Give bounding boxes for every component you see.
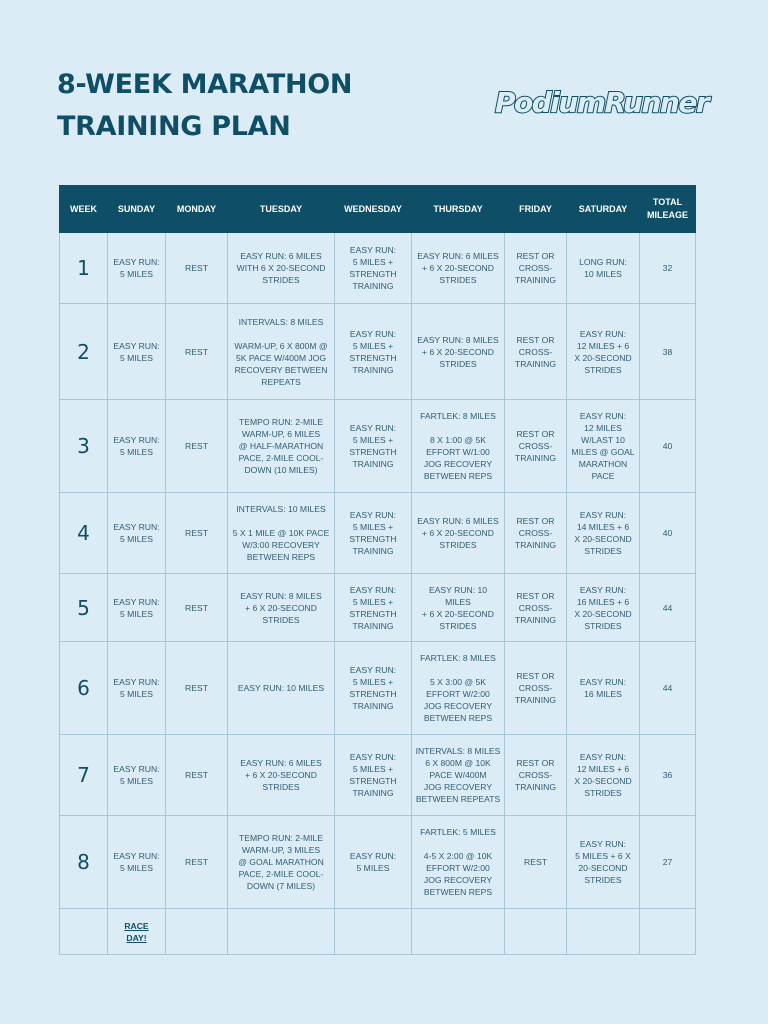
thursday-cell: INTERVALS: 8 MILES 6 X 800M @ 10K PACE W/400M JOG RECOVERY BETWEEN REPEATS	[412, 735, 505, 816]
friday-cell: REST OR CROSS- TRAINING	[505, 493, 567, 574]
tuesday-cell: TEMPO RUN: 2-MILE WARM-UP, 3 MILES @ GOAL MARATHON PACE, 2-MILE COOL- DOWN (7 MILES)	[228, 816, 335, 909]
thursday-cell: EASY RUN: 8 MILES + 6 X 20-SECOND STRIDES	[412, 304, 505, 400]
sunday-cell: EASY RUN: 5 MILES	[108, 642, 166, 735]
title-line-1: 8-WEEK MARATHON	[57, 69, 353, 100]
total-mileage-cell: 36	[640, 735, 696, 816]
week-number: 5	[60, 574, 108, 642]
tuesday-cell: INTERVALS: 10 MILES 5 X 1 MILE @ 10K PACE W/3:00 RECOVERY BETWEEN REPS	[228, 493, 335, 574]
header-total-mileage: TOTAL MILEAGE	[640, 186, 696, 233]
table-row	[60, 574, 696, 642]
saturday-cell: EASY RUN: 14 MILES + 6 X 20-SECOND STRIDES	[567, 493, 640, 574]
friday-cell: REST OR CROSS- TRAINING	[505, 642, 567, 735]
monday-cell: REST	[166, 400, 228, 493]
monday-cell: REST	[166, 493, 228, 574]
thursday-cell: EASY RUN: 6 MILES + 6 X 20-SECOND STRIDES	[412, 233, 505, 304]
table-row	[60, 400, 696, 493]
saturday-cell: LONG RUN: 10 MILES	[567, 233, 640, 304]
thursday-cell	[412, 909, 505, 955]
header-friday: FRIDAY	[505, 186, 567, 233]
thursday-cell: EASY RUN: 10 MILES + 6 X 20-SECOND STRIDES	[412, 574, 505, 642]
monday-cell: REST	[166, 233, 228, 304]
sunday-cell: EASY RUN: 5 MILES	[108, 400, 166, 493]
monday-cell: REST	[166, 304, 228, 400]
wednesday-cell: EASY RUN: 5 MILES + STRENGTH TRAINING	[335, 400, 412, 493]
total-mileage-cell: 40	[640, 493, 696, 574]
header-thursday: THURSDAY	[412, 186, 505, 233]
total-mileage-cell: 38	[640, 304, 696, 400]
monday-cell	[166, 909, 228, 955]
week-number: 3	[60, 400, 108, 493]
wednesday-cell: EASY RUN: 5 MILES + STRENGTH TRAINING	[335, 493, 412, 574]
saturday-cell: EASY RUN: 16 MILES	[567, 642, 640, 735]
header-saturday: SATURDAY	[567, 186, 640, 233]
saturday-cell: EASY RUN: 12 MILES W/LAST 10 MILES @ GOAL MARATHON PACE	[567, 400, 640, 493]
saturday-cell: EASY RUN: 12 MILES + 6 X 20-SECOND STRIDES	[567, 304, 640, 400]
monday-cell: REST	[166, 816, 228, 909]
total-mileage-cell: 44	[640, 574, 696, 642]
week-number: 1	[60, 233, 108, 304]
friday-cell: REST OR CROSS- TRAINING	[505, 574, 567, 642]
saturday-cell: EASY RUN: 12 MILES + 6 X 20-SECOND STRIDES	[567, 735, 640, 816]
tuesday-cell	[228, 909, 335, 955]
header-week: WEEK	[60, 186, 108, 233]
thursday-cell: FARTLEK: 5 MILES 4-5 X 2:00 @ 10K EFFORT W/2:00 JOG RECOVERY BETWEEN REPS	[412, 816, 505, 909]
table-row	[60, 735, 696, 816]
week-number: 8	[60, 816, 108, 909]
sunday-cell	[108, 909, 166, 955]
table-row	[60, 233, 696, 304]
tuesday-cell: EASY RUN: 8 MILES + 6 X 20-SECOND STRIDES	[228, 574, 335, 642]
table-row	[60, 909, 696, 955]
sunday-cell: EASY RUN: 5 MILES	[108, 493, 166, 574]
header-tuesday: TUESDAY	[228, 186, 335, 233]
sunday-cell: EASY RUN: 5 MILES	[108, 735, 166, 816]
sunday-cell: EASY RUN: 5 MILES	[108, 304, 166, 400]
saturday-cell: EASY RUN: 5 MILES + 6 X 20-SECOND STRIDES	[567, 816, 640, 909]
friday-cell: REST OR CROSS- TRAINING	[505, 304, 567, 400]
friday-cell	[505, 909, 567, 955]
wednesday-cell: EASY RUN: 5 MILES + STRENGTH TRAINING	[335, 642, 412, 735]
sunday-cell: EASY RUN: 5 MILES	[108, 233, 166, 304]
tuesday-cell: EASY RUN: 10 MILES	[228, 642, 335, 735]
sunday-cell: EASY RUN: 5 MILES	[108, 816, 166, 909]
header-monday: MONDAY	[166, 186, 228, 233]
wednesday-cell: EASY RUN: 5 MILES + STRENGTH TRAINING	[335, 574, 412, 642]
wednesday-cell	[335, 909, 412, 955]
week-number: 6	[60, 642, 108, 735]
thursday-cell: FARTLEK: 8 MILES 8 X 1:00 @ 5K EFFORT W/1:00 JOG RECOVERY BETWEEN REPS	[412, 400, 505, 493]
saturday-cell: EASY RUN: 16 MILES + 6 X 20-SECOND STRIDES	[567, 574, 640, 642]
saturday-cell	[567, 909, 640, 955]
total-mileage-cell: 40	[640, 400, 696, 493]
sunday-cell: EASY RUN: 5 MILES	[108, 574, 166, 642]
week-number: 4	[60, 493, 108, 574]
table-row	[60, 493, 696, 574]
week-number: 7	[60, 735, 108, 816]
friday-cell: REST OR CROSS- TRAINING	[505, 233, 567, 304]
training-plan-table	[59, 185, 696, 955]
table-row	[60, 816, 696, 909]
table-header-row	[60, 186, 696, 233]
tuesday-cell: EASY RUN: 6 MILES WITH 6 X 20-SECOND STRIDES	[228, 233, 335, 304]
table-row	[60, 642, 696, 735]
thursday-cell: FARTLEK: 8 MILES 5 X 3:00 @ 5K EFFORT W/2:00 JOG RECOVERY BETWEEN REPS	[412, 642, 505, 735]
friday-cell: REST	[505, 816, 567, 909]
monday-cell: REST	[166, 735, 228, 816]
total-mileage-cell: 32	[640, 233, 696, 304]
podium-runner-logo: PodiumRunner	[495, 86, 709, 119]
header-wednesday: WEDNESDAY	[335, 186, 412, 233]
tuesday-cell: EASY RUN: 6 MILES + 6 X 20-SECOND STRIDES	[228, 735, 335, 816]
friday-cell: REST OR CROSS- TRAINING	[505, 735, 567, 816]
wednesday-cell: EASY RUN: 5 MILES	[335, 816, 412, 909]
friday-cell: REST OR CROSS- TRAINING	[505, 400, 567, 493]
race-day-label: RACE DAY!	[124, 920, 149, 943]
page-title	[57, 64, 352, 148]
monday-cell: REST	[166, 642, 228, 735]
wednesday-cell: EASY RUN: 5 MILES + STRENGTH TRAINING	[335, 735, 412, 816]
week-number	[60, 909, 108, 955]
total-mileage-cell: 27	[640, 816, 696, 909]
wednesday-cell: EASY RUN: 5 MILES + STRENGTH TRAINING	[335, 233, 412, 304]
thursday-cell: EASY RUN: 6 MILES + 6 X 20-SECOND STRIDES	[412, 493, 505, 574]
total-mileage-cell	[640, 909, 696, 955]
total-mileage-cell: 44	[640, 642, 696, 735]
table-row	[60, 304, 696, 400]
tuesday-cell: TEMPO RUN: 2-MILE WARM-UP, 6 MILES @ HALF-MARATHON PACE, 2-MILE COOL- DOWN (10 MILES)	[228, 400, 335, 493]
monday-cell: REST	[166, 574, 228, 642]
wednesday-cell: EASY RUN: 5 MILES + STRENGTH TRAINING	[335, 304, 412, 400]
header-sunday: SUNDAY	[108, 186, 166, 233]
week-number: 2	[60, 304, 108, 400]
tuesday-cell: INTERVALS: 8 MILES WARM-UP, 6 X 800M @ 5K PACE W/400M JOG RECOVERY BETWEEN REPEATS	[228, 304, 335, 400]
title-line-2: TRAINING PLAN	[57, 111, 291, 142]
